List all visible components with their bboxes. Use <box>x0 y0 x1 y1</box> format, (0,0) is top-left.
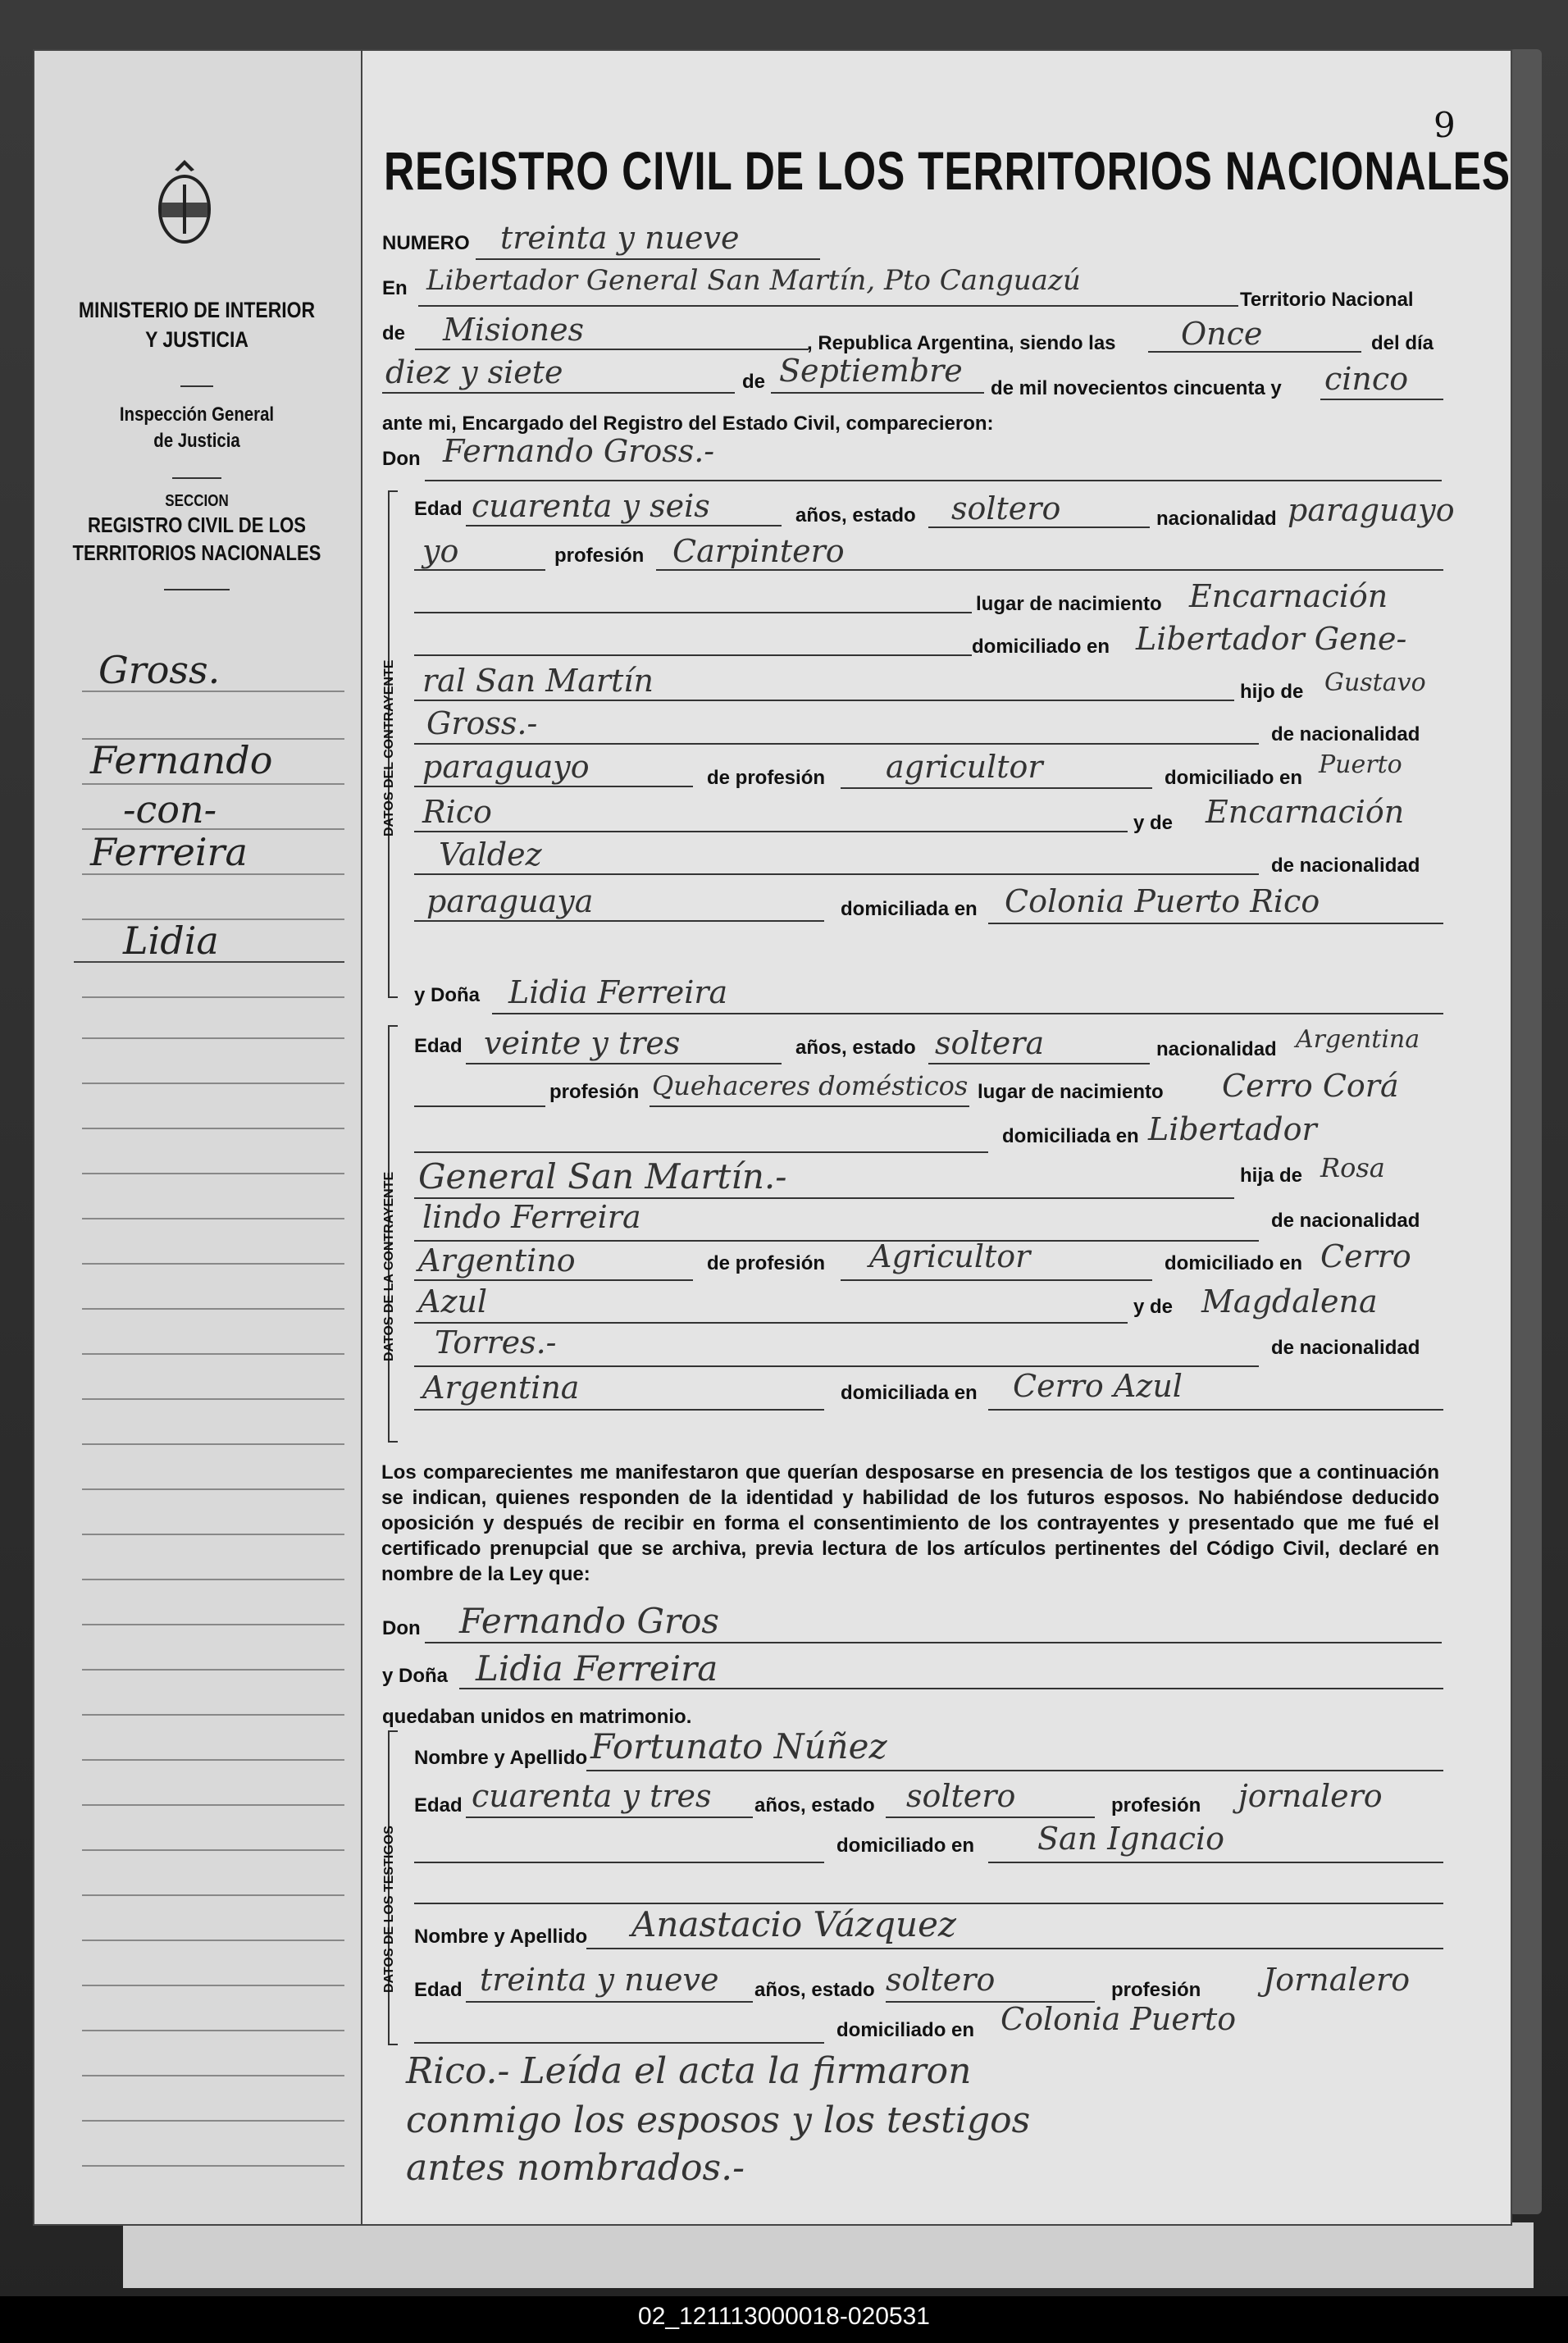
groom-mother-firstname: Encarnación <box>1206 794 1405 830</box>
w1-nombre-value: Fortunato Núñez <box>590 1726 887 1766</box>
groom-father-surname: Gross.- <box>426 705 538 741</box>
field-line <box>414 654 972 656</box>
field-line <box>414 1279 693 1281</box>
field-line <box>415 349 809 350</box>
w2-dom-value: Colonia Puerto <box>1001 2001 1237 2037</box>
declaration-bride: Lidia Ferreira <box>476 1648 718 1689</box>
field-line <box>466 1817 753 1818</box>
field-line <box>841 1279 1152 1281</box>
groom-domicilio-label: domiciliado en <box>972 636 1110 658</box>
groom-father-dom-cont: Rico <box>422 794 492 830</box>
groom-estado-label: años, estado <box>795 504 916 526</box>
territorio-label: Territorio Nacional <box>1240 289 1414 311</box>
groom-side-label: DATOS DEL CONTRAYENTE <box>382 659 396 836</box>
bride-mother-dom-value: Cerro Azul <box>1013 1368 1183 1404</box>
w1-nombre-label: Nombre y Apellido <box>414 1747 588 1769</box>
bride-father-nac-value: Argentino <box>418 1242 576 1279</box>
declaration-groom: Fernando Gros <box>459 1601 719 1641</box>
field-line <box>414 1151 988 1153</box>
closing-line-1: Rico.- Leída el acta la firmaron <box>406 2050 972 2092</box>
numero-label: NUMERO <box>382 232 470 254</box>
w1-dom-value: San Ignacio <box>1037 1821 1225 1857</box>
bride-profesion-value: Quehaceres domésticos <box>652 1070 969 1101</box>
w1-estado-value: soltero <box>906 1778 1016 1814</box>
field-line <box>414 700 1234 701</box>
anio-label: de mil novecientos cincuenta y <box>991 377 1282 399</box>
field-line <box>988 923 1443 924</box>
field-line <box>771 392 984 394</box>
field-line <box>656 569 1443 571</box>
field-line <box>414 2042 824 2044</box>
closing-line-3: antes nombrados.- <box>406 2147 745 2189</box>
groom-hijo-label: hijo de <box>1240 681 1304 703</box>
bride-lugar-label: lugar de nacimiento <box>978 1081 1164 1103</box>
declaration-paragraph: Los comparecientes me manifestaron que querían desposarse en presencia de los testigos que a continuación se indican, quienes responden de la identidad y habilidad de los futuros esposos. No habiéndose deducido oposición y después de recibir en forma el consentimiento de los contrayentes y presentado que me fué el certificado prenupcial que se archiva, previa lectura de los artículos pertinentes del Código Civil, declaré en nombre de la Ley que: <box>381 1461 1439 1585</box>
field-line <box>414 569 545 571</box>
dona-label: y Doña <box>414 984 481 1006</box>
inspection-heading <box>65 402 330 455</box>
field-line <box>418 305 1238 307</box>
bride-father-firstname: Rosa <box>1320 1152 1385 1183</box>
w1-dom-label: domiciliado en <box>836 1835 975 1857</box>
field-line <box>414 920 824 922</box>
hora-value: Once <box>1181 316 1263 352</box>
field-line <box>841 787 1152 789</box>
bride-name: Lidia Ferreira <box>508 974 728 1010</box>
declaration-don-label: Don <box>382 1617 421 1639</box>
divider <box>164 589 230 590</box>
anio-value: cinco <box>1324 361 1409 397</box>
bride-father-prof-label: de profesión <box>707 1252 826 1274</box>
witnesses-side-label: DATOS DE LOS TESTIGOS <box>382 1826 396 1993</box>
w2-nombre-value: Anastacio Vázquez <box>631 1904 957 1944</box>
groom-mother-dom-value: Colonia Puerto Rico <box>1005 883 1320 919</box>
field-line <box>414 1409 824 1411</box>
field-line <box>414 1105 545 1107</box>
closing-line-2: conmigo los esposos y los testigos <box>406 2099 1031 2141</box>
field-line <box>414 1365 1259 1367</box>
groom-mother-nac-label: de nacionalidad <box>1271 855 1420 877</box>
bride-estado-value: soltera <box>935 1025 1045 1061</box>
coat-of-arms-icon <box>152 152 217 250</box>
ministry-line-2: Y JUSTICIA <box>145 327 248 353</box>
de-mes-label: de <box>742 371 766 393</box>
bride-father-dom-label: domiciliado en <box>1165 1252 1303 1274</box>
groom-father-prof-value: agricultor <box>886 749 1043 785</box>
groom-mother-nac-value: paraguaya <box>426 883 594 919</box>
groom-estado-value: soltero <box>951 490 1061 526</box>
section-label: SECCION <box>165 492 229 510</box>
groom-profesion-value: Carpintero <box>672 533 845 569</box>
ante-label: ante mi, Encargado del Registro del Estado Civil, comparecieron: <box>382 413 994 435</box>
bride-nacionalidad-value: Argentina <box>1296 1025 1420 1054</box>
bride-mother-nac-value: Argentina <box>422 1370 580 1406</box>
field-line <box>466 1063 782 1064</box>
field-line <box>466 2001 753 2003</box>
section-line-2: TERRITORIOS NACIONALES <box>72 540 321 565</box>
groom-father-nac-label: de nacionalidad <box>1271 723 1420 745</box>
bride-domicilio-value: Libertador <box>1148 1111 1317 1147</box>
w1-profesion-value: jornalero <box>1238 1778 1383 1814</box>
ministry-line-1: MINISTERIO DE INTERIOR <box>78 298 316 322</box>
field-line <box>414 873 1259 875</box>
groom-lugar-label: lugar de nacimiento <box>976 593 1162 615</box>
page-title: REGISTRO CIVIL DE LOS TERRITORIOS NACIONALES <box>384 140 1511 201</box>
bride-lugar-value: Cerro Corá <box>1222 1068 1399 1104</box>
groom-father-firstname: Gustavo <box>1324 668 1426 697</box>
bride-edad-value: veinte y tres <box>484 1025 681 1061</box>
divider <box>172 477 221 479</box>
groom-domicilio-cont: ral San Martín <box>422 663 654 699</box>
field-line <box>425 480 1442 481</box>
bride-mother-dom-label: domiciliada en <box>841 1382 978 1404</box>
underlying-page <box>123 2222 1534 2288</box>
w2-nombre-label: Nombre y Apellido <box>414 1926 588 1948</box>
bride-hija-label: hija de <box>1240 1165 1303 1187</box>
margin-bride-name: Lidia <box>123 919 219 963</box>
groom-domicilio-value: Libertador Gene- <box>1136 621 1407 657</box>
field-line <box>466 525 782 526</box>
image-id-caption: 02_121113000018-020531 <box>638 2303 930 2330</box>
declaration-closing: quedaban unidos en matrimonio. <box>382 1706 692 1728</box>
w2-profesion-value: Jornalero <box>1263 1962 1411 1998</box>
groom-father-nac-value: paraguayo <box>422 749 590 785</box>
bride-father-surname: lindo Ferreira <box>422 1199 641 1235</box>
dia-value: diez y siete <box>385 354 563 390</box>
de-label: de <box>382 322 406 344</box>
bride-estado-label: años, estado <box>795 1037 916 1059</box>
w2-profesion-label: profesión <box>1111 1979 1201 2001</box>
groom-profesion-label: profesión <box>554 545 645 567</box>
groom-father-prof-label: de profesión <box>707 767 826 789</box>
bride-father-dom-cont: Azul <box>418 1283 488 1320</box>
groom-name: Fernando Gross.- <box>443 433 715 469</box>
bride-mother-label: y de <box>1133 1296 1174 1318</box>
field-line <box>476 258 820 260</box>
field-line <box>382 392 735 394</box>
groom-nacionalidad-cont: yo <box>422 533 459 569</box>
w2-dom-label: domiciliado en <box>836 2019 975 2041</box>
margin-column <box>33 49 364 2226</box>
w1-edad-value: cuarenta y tres <box>472 1778 712 1814</box>
bride-father-prof-value: Agricultor <box>869 1238 1031 1274</box>
don-label: Don <box>382 448 421 470</box>
field-line <box>414 612 972 613</box>
field-line <box>586 1770 1443 1771</box>
field-line <box>414 1322 1128 1324</box>
republica-label: , Republica Argentina, siendo las <box>807 332 1116 354</box>
field-line <box>414 743 1259 745</box>
bride-mother-surname: Torres.- <box>435 1324 557 1361</box>
field-line <box>928 526 1150 528</box>
bride-domicilio-label: domiciliada en <box>1002 1125 1139 1147</box>
en-label: En <box>382 277 408 299</box>
field-line <box>988 1862 1443 1863</box>
inspection-line-1: Inspección General <box>119 403 275 426</box>
w2-estado-label: años, estado <box>754 1979 875 2001</box>
groom-nacionalidad-value: paraguayo <box>1288 492 1455 528</box>
margin-bride-surname: Ferreira <box>90 830 248 874</box>
bride-profesion-label: profesión <box>549 1081 640 1103</box>
field-line <box>414 1862 824 1863</box>
field-line <box>586 1948 1443 1949</box>
folio-number: 9 <box>1434 105 1456 145</box>
w2-estado-value: soltero <box>886 1962 996 1998</box>
groom-nacionalidad-label: nacionalidad <box>1156 508 1277 530</box>
field-line <box>425 1642 1442 1643</box>
groom-mother-label: y de <box>1133 812 1174 834</box>
field-line <box>650 1105 969 1107</box>
field-line <box>414 1240 1259 1242</box>
mes-value: Septiembre <box>779 353 963 389</box>
bride-side-label: DATOS DE LA CONTRAYENTE <box>382 1171 396 1361</box>
bride-mother-nac-label: de nacionalidad <box>1271 1337 1420 1359</box>
groom-edad-value: cuarenta y seis <box>472 488 710 524</box>
territory-value: Misiones <box>443 312 585 348</box>
field-line <box>928 1063 1150 1064</box>
bride-father-dom-value: Cerro <box>1320 1238 1411 1274</box>
ministry-heading <box>65 295 330 355</box>
margin-surname: Gross. <box>98 648 221 692</box>
groom-mother-surname: Valdez <box>439 836 542 873</box>
margin-connector: -con- <box>123 787 217 832</box>
inspection-line-2: de Justicia <box>153 430 240 453</box>
field-line <box>886 1817 1095 1818</box>
del-dia-label: del día <box>1371 332 1434 354</box>
groom-father-dom-label: domiciliado en <box>1165 767 1303 789</box>
margin-groom-name: Fernando <box>90 738 273 782</box>
numero-value: treinta y nueve <box>500 220 740 256</box>
divider <box>180 385 213 387</box>
field-line <box>414 831 1128 832</box>
bride-edad-label: Edad <box>414 1035 463 1057</box>
w1-estado-label: años, estado <box>754 1794 875 1817</box>
w2-edad-label: Edad <box>414 1979 463 2001</box>
bride-nacionalidad-label: nacionalidad <box>1156 1038 1277 1060</box>
declaration-dona-label: y Doña <box>382 1665 449 1687</box>
en-value: Libertador General San Martín, Pto Canguazú <box>426 264 1081 297</box>
field-line <box>1320 399 1443 400</box>
w1-profesion-label: profesión <box>1111 1794 1201 1817</box>
section-heading <box>65 490 330 568</box>
bride-father-nac-label: de nacionalidad <box>1271 1210 1420 1232</box>
book-edge <box>1509 49 1542 2214</box>
groom-father-dom-value: Puerto <box>1319 750 1402 779</box>
w1-edad-label: Edad <box>414 1794 463 1817</box>
w2-edad-value: treinta y nueve <box>480 1962 719 1998</box>
groom-lugar-value: Encarnación <box>1189 578 1388 614</box>
groom-edad-label: Edad <box>414 498 463 520</box>
bride-domicilio-cont: General San Martín.- <box>418 1156 787 1197</box>
field-line <box>492 1013 1443 1014</box>
bride-mother-firstname: Magdalena <box>1201 1283 1378 1320</box>
field-line <box>988 1409 1443 1411</box>
field-line <box>414 786 693 787</box>
groom-mother-dom-label: domiciliada en <box>841 898 978 920</box>
section-line-1: REGISTRO CIVIL DE LOS <box>87 513 307 537</box>
